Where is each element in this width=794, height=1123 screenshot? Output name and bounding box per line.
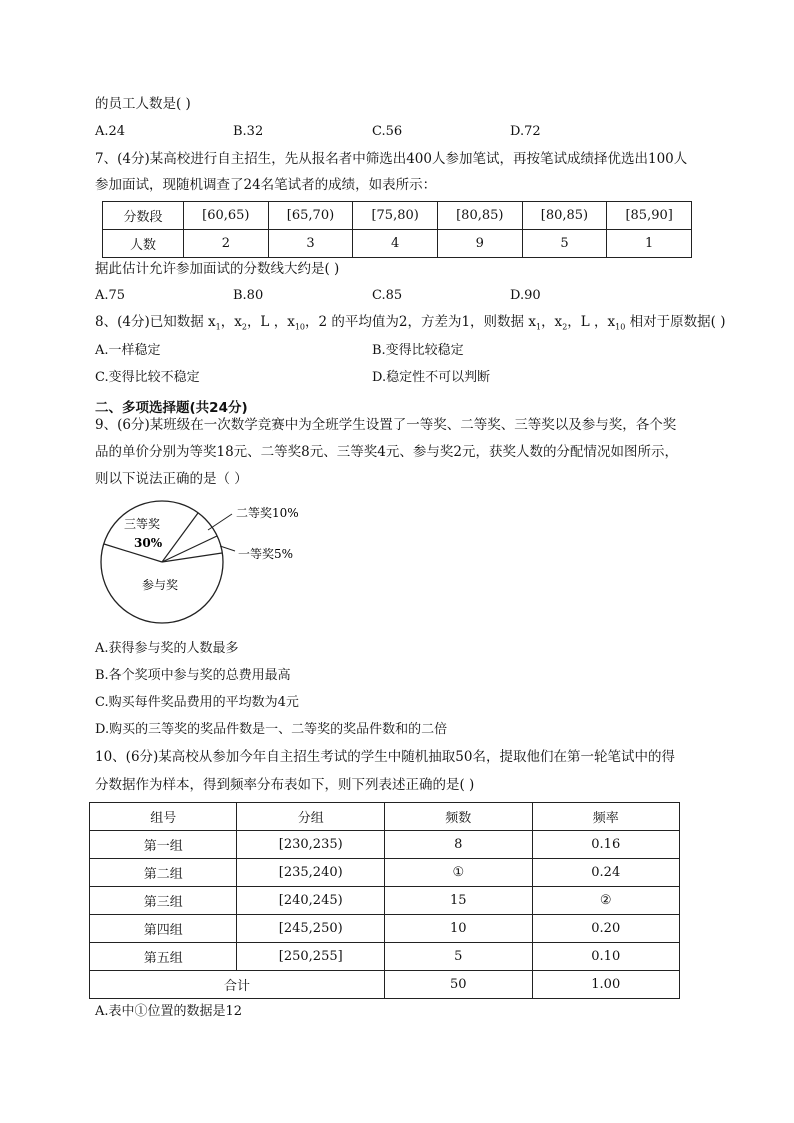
q10-stem-line2: 分数据作为样本，得到频率分布表如下，则下列表述正确的是( ) bbox=[95, 777, 475, 793]
q10-header-cell: 频数 bbox=[385, 803, 532, 831]
q6-option-c: C.56 bbox=[372, 124, 403, 139]
q7-score-table bbox=[102, 201, 692, 258]
q7-count-cell: 1 bbox=[607, 230, 692, 258]
q10-cell: 0.24 bbox=[532, 859, 680, 887]
q8-stem-part: ，x bbox=[541, 314, 563, 330]
q10-cell: 第三组 bbox=[90, 887, 237, 915]
q8-option-a: A.一样稳定 bbox=[95, 343, 161, 358]
q7-interval-cell: [65,70) bbox=[268, 202, 353, 230]
q6-stem-tail: 的员工人数是( ) bbox=[95, 96, 191, 112]
q7-interval-cell: [85,90] bbox=[607, 202, 692, 230]
q7-interval-cell: [80,85) bbox=[437, 202, 522, 230]
q8-stem-part: ，L ，x bbox=[246, 314, 295, 330]
q8-subscript: 10 bbox=[615, 322, 626, 332]
q7-stem-line1: 7、(4分)某高校进行自主招生，先从报名者中筛选出400人参加笔试，再按笔试成绩择优选出100人 bbox=[95, 151, 688, 167]
q7-count-cell: 2 bbox=[184, 230, 269, 258]
table-row bbox=[90, 859, 680, 887]
q7-option-d: D.90 bbox=[510, 288, 541, 303]
prize-pie-chart bbox=[90, 495, 330, 630]
q10-cell: 0.16 bbox=[532, 831, 680, 859]
q10-cell: 第二组 bbox=[90, 859, 237, 887]
q8-option-b: B.变得比较稳定 bbox=[372, 343, 464, 358]
q10-header-cell: 组号 bbox=[90, 803, 237, 831]
q10-cell: [230,235) bbox=[237, 831, 385, 859]
q7-interval-cell: [75,80) bbox=[353, 202, 438, 230]
leader-line bbox=[208, 514, 232, 530]
q8-subscript: 1 bbox=[535, 322, 542, 332]
q10-option-a: A.表中①位置的数据是12 bbox=[95, 1004, 243, 1019]
q7-interval-cell: [80,85) bbox=[522, 202, 607, 230]
q10-cell: 8 bbox=[385, 831, 532, 859]
q8-option-c: C.变得比较不稳定 bbox=[95, 370, 200, 385]
table-row bbox=[90, 887, 680, 915]
q10-cell: [245,250) bbox=[237, 915, 385, 943]
q10-cell: 第五组 bbox=[90, 943, 237, 971]
q10-cell: 第一组 bbox=[90, 831, 237, 859]
q7-table-header-label: 分数段 bbox=[103, 202, 184, 230]
third-prize-pct: 30% bbox=[134, 536, 163, 550]
q8-subscript: 2 bbox=[241, 322, 247, 332]
q6-option-b: B.32 bbox=[233, 124, 264, 139]
q10-total-label: 合计 bbox=[90, 971, 385, 999]
q10-total-count: 50 bbox=[385, 971, 532, 999]
q10-cell: 15 bbox=[385, 887, 532, 915]
table-row bbox=[90, 831, 680, 859]
q10-cell: ② bbox=[532, 887, 680, 915]
table-row bbox=[90, 971, 680, 999]
q7-table-row-label: 人数 bbox=[103, 230, 184, 258]
q9-stem-line1: 9、(6分)某班级在一次数学竞赛中为全班学生设置了一等奖、二等奖、三等奖以及参与奖，各个奖 bbox=[95, 417, 677, 433]
q7-option-a: A.75 bbox=[95, 288, 126, 303]
q7-option-b: B.80 bbox=[233, 288, 264, 303]
table-row bbox=[90, 915, 680, 943]
third-prize-label: 三等奖 bbox=[124, 517, 161, 531]
q9-option-d: D.购买的三等奖的奖品件数是一、二等奖的奖品件数和的二倍 bbox=[95, 722, 448, 737]
q7-count-cell: 5 bbox=[522, 230, 607, 258]
q8-stem-part: 相对于原数据( ) bbox=[625, 314, 726, 330]
q7-option-c: C.85 bbox=[372, 288, 403, 303]
second-prize-label: 二等奖10% bbox=[236, 506, 299, 520]
q8-stem-part: ，x bbox=[220, 314, 242, 330]
q10-cell: ① bbox=[385, 859, 532, 887]
q8-stem bbox=[95, 313, 725, 337]
q8-subscript: 1 bbox=[215, 322, 221, 332]
q7-after-text: 据此估计允许参加面试的分数线大约是( ) bbox=[95, 261, 340, 277]
q7-interval-cell: [60,65) bbox=[184, 202, 269, 230]
q9-option-c: C.购买每件奖品费用的平均数为4元 bbox=[95, 695, 299, 710]
q6-option-d: D.72 bbox=[510, 124, 541, 139]
q10-cell: 10 bbox=[385, 915, 532, 943]
q6-option-a: A.24 bbox=[95, 124, 126, 139]
table-row bbox=[90, 943, 680, 971]
participation-prize-label: 参与奖 bbox=[142, 578, 179, 592]
q8-option-d: D.稳定性不可以判断 bbox=[372, 370, 491, 385]
q8-subscript: 2 bbox=[562, 322, 568, 332]
q10-header-cell: 分组 bbox=[237, 803, 385, 831]
q10-cell: [240,245) bbox=[237, 887, 385, 915]
section-heading: 二、多项选择题(共24分) bbox=[95, 400, 248, 416]
q10-cell: 0.10 bbox=[532, 943, 680, 971]
q8-stem-part: 8、(4分)已知数据 x bbox=[95, 314, 216, 330]
q10-header-cell: 频率 bbox=[532, 803, 680, 831]
q9-option-a: A.获得参与奖的人数最多 bbox=[95, 641, 239, 656]
q10-stem-line1: 10、(6分)某高校从参加今年自主招生考试的学生中随机抽取50名，提取他们在第一轮笔试中的得 bbox=[95, 749, 675, 765]
q9-stem-line3: 则以下说法正确的是（ ） bbox=[95, 471, 248, 487]
q7-count-cell: 4 bbox=[353, 230, 438, 258]
first-prize-label: 一等奖5% bbox=[238, 547, 294, 561]
q8-subscript: 10 bbox=[294, 322, 305, 332]
q10-cell: 0.20 bbox=[532, 915, 680, 943]
q10-cell: [250,255] bbox=[237, 943, 385, 971]
q10-cell: 5 bbox=[385, 943, 532, 971]
q10-frequency-table bbox=[89, 802, 680, 999]
q8-stem-part: ，L ，x bbox=[567, 314, 616, 330]
q10-total-freq: 1.00 bbox=[532, 971, 680, 999]
q7-stem-line2: 参加面试，现随机调查了24名笔试者的成绩，如表所示： bbox=[95, 177, 437, 193]
q9-stem-line2: 品的单价分别为等奖18元、二等奖8元、三等奖4元、参与奖2元，获奖人数的分配情况如图所示， bbox=[95, 444, 678, 460]
q10-cell: 第四组 bbox=[90, 915, 237, 943]
q7-count-cell: 9 bbox=[437, 230, 522, 258]
q7-count-cell: 3 bbox=[268, 230, 353, 258]
q10-cell: [235,240) bbox=[237, 859, 385, 887]
q8-stem-part: ，2 的平均值为2，方差为1，则数据 x bbox=[305, 314, 536, 330]
q9-option-b: B.各个奖项中参与奖的总费用最高 bbox=[95, 668, 291, 683]
